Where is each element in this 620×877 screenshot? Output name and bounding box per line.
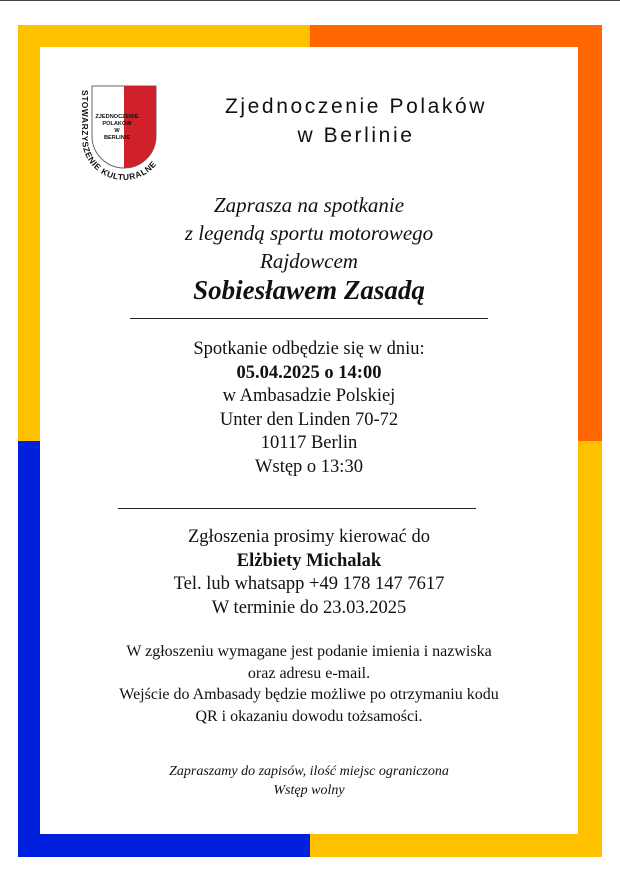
meeting-street: Unter den Linden 70-72 (219, 409, 399, 430)
meeting-entry-time: Wstęp o 13:30 (255, 456, 363, 477)
logo-shield-line-1: ZJEDNOCZENIE (95, 114, 139, 120)
requirements-line-1: W zgłoszeniu wymagane jest podanie imienia i nazwiska (126, 643, 492, 660)
logo-shield-line-3: W (114, 128, 120, 134)
registration-deadline: W terminie do 23.03.2025 (211, 597, 407, 618)
contact-phone: Tel. lub whatsapp +49 178 147 7617 (173, 574, 445, 594)
footer-line-2: Wstęp wolny (273, 783, 345, 798)
logo-shield-line-2: POLAKÓW (102, 121, 132, 127)
divider (118, 508, 476, 509)
organization-name-line-1: Zjednoczenie Polaków (224, 95, 488, 118)
requirements-line-2: oraz adresu e-mail. (247, 664, 371, 682)
contact-details (40, 526, 578, 620)
logo-red-half (124, 86, 156, 168)
invitation-line-1: Zaprasza na spotkanie (213, 193, 405, 217)
logo-shield-line-4: BERLINIE (103, 135, 131, 141)
organization-name (176, 92, 536, 150)
meeting-city: 10117 Berlin (260, 433, 358, 453)
footer-note (40, 762, 578, 800)
meeting-intro: Spotkanie odbędzie się w dniu: (193, 339, 425, 359)
meeting-details (40, 338, 578, 479)
top-border-line (0, 0, 620, 1)
organization-name-line-2: w Berlinie (297, 124, 415, 147)
footer-line-1: Zapraszamy do zapisów, ilość miejsc ograniczona (169, 764, 449, 779)
guest-name: Sobiesławem Zasadą (193, 275, 425, 305)
invitation-text (40, 191, 578, 275)
requirements-line-3: Wejście do Ambasady będzie możliwe po otrzymaniu kodu (119, 686, 499, 703)
contact-name: Elżbiety Michalak (236, 550, 382, 571)
invitation-line-2: z legendą sportu motorowego (184, 221, 434, 245)
meeting-datetime: 05.04.2025 o 14:00 (236, 362, 382, 383)
contact-intro: Zgłoszenia prosimy kierować do (188, 527, 430, 547)
meeting-venue: w Ambasadzie Polskiej (222, 386, 396, 406)
divider (130, 318, 488, 319)
invitation-line-3: Rajdowcem (260, 249, 358, 273)
logo-ring-text: STOWARZYSZENIE KULTURALNE (79, 90, 159, 183)
organization-logo (72, 78, 176, 184)
requirements-line-4: QR i okazaniu dowodu tożsamości. (195, 707, 423, 725)
registration-requirements (40, 641, 578, 727)
